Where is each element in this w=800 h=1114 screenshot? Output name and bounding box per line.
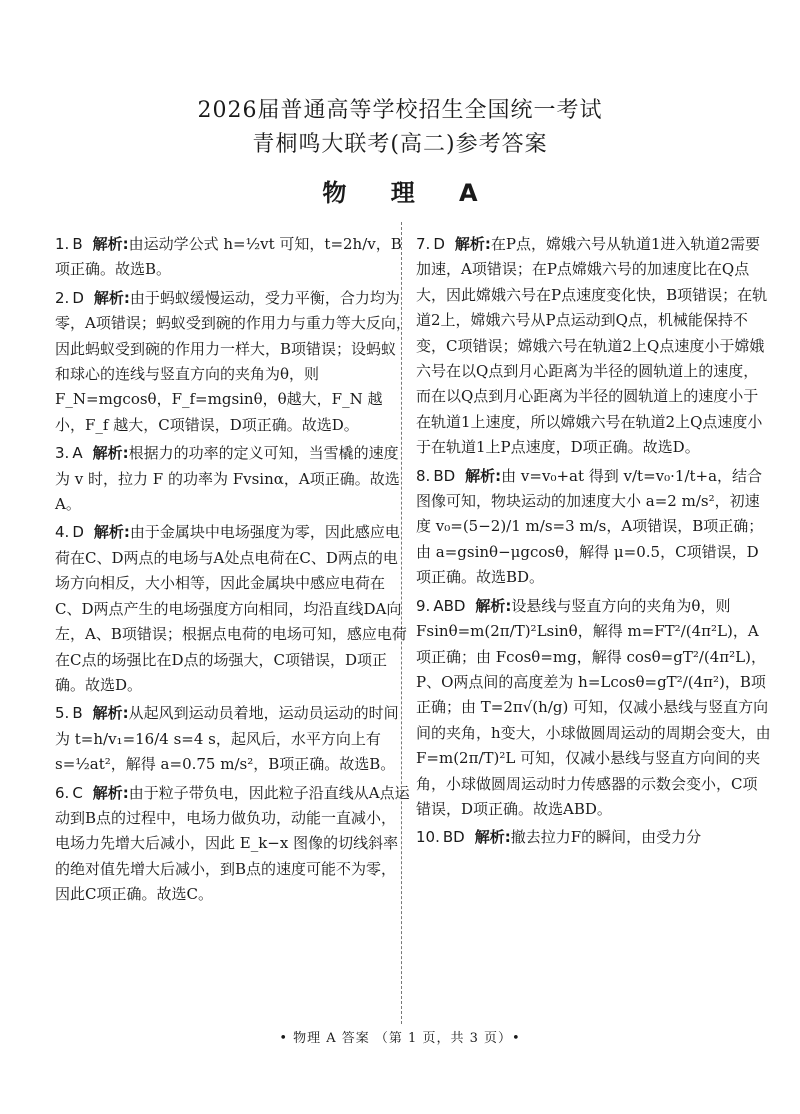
analysis-text: 由于金属块中电场强度为零，因此感应电荷在C、D两点的电场与A处点电荷在C、D两点的电场方向相反，大小相等，因此金属块中感应电荷在C、D两点产生的电场强度方向相同，均沿直线DA向左，A、B项错误；根据点电荷的电场可知，感应电荷在C点的场强比在D点的场强大，C项错误，D项正确。故选D。 [55,523,407,694]
question-number: 1. [55,235,70,253]
answer-item-5 [55,701,411,777]
subject-heading: 物 理 A [322,179,496,207]
analysis-text: 由于粒子带负电，因此粒子沿直线从A点运动到B点的过程中，电场力做负功，动能一直减小，电场力先增大后减小，因此 E_k−x 图像的切线斜率的绝对值先增大后减小，到B点的速度可能不为零，因此C项正确。故选C。 [55,783,410,904]
answer-choice: D [433,235,445,253]
answer-choice: C [72,783,83,802]
analysis-label: 解析: [93,523,130,542]
title-block [0,96,800,208]
answer-item-7 [416,232,772,461]
answer-item-3 [55,441,411,517]
question-number: 5. [55,704,70,723]
question-number: 7. [416,235,431,253]
analysis-label: 解析: [475,596,512,615]
answer-choice: BD [433,466,456,485]
analysis-text: 从起风到运动员着地，运动员运动的时间为 t=h/v₁=16/4 s=4 s，起风后，水平方向上有 s=½at²，解得 a=0.75 m/s²，B项正确。故选B。 [55,704,399,774]
answer-choice: B [72,235,83,253]
right-column [416,232,772,851]
question-number: 2. [55,288,70,307]
exam-title: 2026届普通高等学校招生全国统一考试 [197,98,603,123]
answer-item-2 [55,286,411,438]
answer-choice: BD [442,828,465,847]
analysis-text: 由于蚂蚁缓慢运动，受力平衡，合力均为零，A项错误；蚂蚁受到碗的作用力与重力等大反向，因此蚂蚁受到碗的作用力一样大，B项错误；设蚂蚁和球心的连线与竖直方向的夹角为θ，则 F_N=mgcosθ，F_f=mgsinθ，θ越大，F_N 越小，F_f 越大，C项错误，D项正确。故选D。 [55,288,411,434]
answer-item-1 [55,232,411,283]
analysis-text: 在P点，嫦娥六号从轨道1进入轨道2需要加速，A项错误；在P点嫦娥六号的加速度比在Q点大，因此嫦娥六号在P点速度变化快，B项错误；在轨道2上，嫦娥六号从P点运动到Q点，机械能保持不变，C项错误；嫦娥六号在轨道2上Q点速度小于嫦娥六号在以Q点到月心距离为半径的圆轨道上的速度，而在以Q点到月心距离为半径的圆轨道上的速度小于在轨道1上速度，所以嫦娥六号在轨道2上Q点速度小于在轨道1上P点速度，D项正确。故选D。 [416,235,768,457]
analysis-label: 解析: [92,783,129,802]
answer-choice: A [72,444,83,463]
question-number: 8. [416,466,431,485]
answer-choice: D [72,523,84,542]
answer-choice: ABD [433,596,466,615]
question-number: 3. [55,444,70,463]
analysis-label: 解析: [465,466,502,485]
analysis-text: 设悬线与竖直方向的夹角为θ，则 Fsinθ=m(2π/T)²Lsinθ，解得 m=FT²/(4π²L)，A项正确；由 Fcosθ=mg，解得 cosθ=gT²/(4π²L)，P、O两点间的高度差为 h=Lcosθ=gT²/(4π²)，B项正确；由 T=2π√(h/g) 可知，仅减小悬线与竖直方向间的夹角，h变大，小球做圆周运动的周期会变大，由 F=m(2π/T)²L 可知，仅减小悬线与竖直方向间的夹角，小球做圆周运动时力传感器的示数会变小，C项错误，D项正确。故选ABD。 [416,596,771,818]
question-number: 9. [416,596,431,615]
analysis-text: 由 v=v₀+at 得到 v/t=v₀·1/t+a，结合图像可知，物块运动的加速度大小 a=2 m/s²，初速度 v₀=(5−2)/1 m/s=3 m/s，A项错误，B项正确；由 a=gsinθ−μgcosθ，解得 μ=0.5，C项错误，D项正确。故选BD。 [416,466,764,587]
answer-item-6 [55,781,411,908]
page-footer: • 物理 A 答案 （第 1 页，共 3 页）• [279,1031,521,1046]
analysis-label: 解析: [92,235,129,253]
answer-choice: D [72,288,84,307]
analysis-text: 由运动学公式 h=½vt 可知，t=2h/v，B项正确。故选B。 [55,235,402,279]
question-number: 4. [55,523,70,542]
left-column [55,232,411,908]
answer-item-4 [55,520,411,698]
analysis-label: 解析: [92,444,129,463]
answer-item-10 [416,825,772,850]
analysis-label: 解析: [474,828,511,847]
answer-choice: B [72,704,83,723]
analysis-label: 解析: [454,235,491,253]
answer-item-9 [416,594,772,823]
question-number: 6. [55,783,70,802]
answer-item-8 [416,464,772,591]
analysis-label: 解析: [93,288,130,307]
analysis-text: 撤去拉力F的瞬间，由受力分 [510,828,702,847]
analysis-text: 根据力的功率的定义可知，当雪橇的速度为 v 时，拉力 F 的功率为 Fvsinα，A项正确。故选A。 [55,444,400,514]
question-number: 10. [416,828,440,847]
exam-subtitle: 青桐鸣大联考(高二)参考答案 [252,132,548,157]
analysis-label: 解析: [92,704,129,723]
